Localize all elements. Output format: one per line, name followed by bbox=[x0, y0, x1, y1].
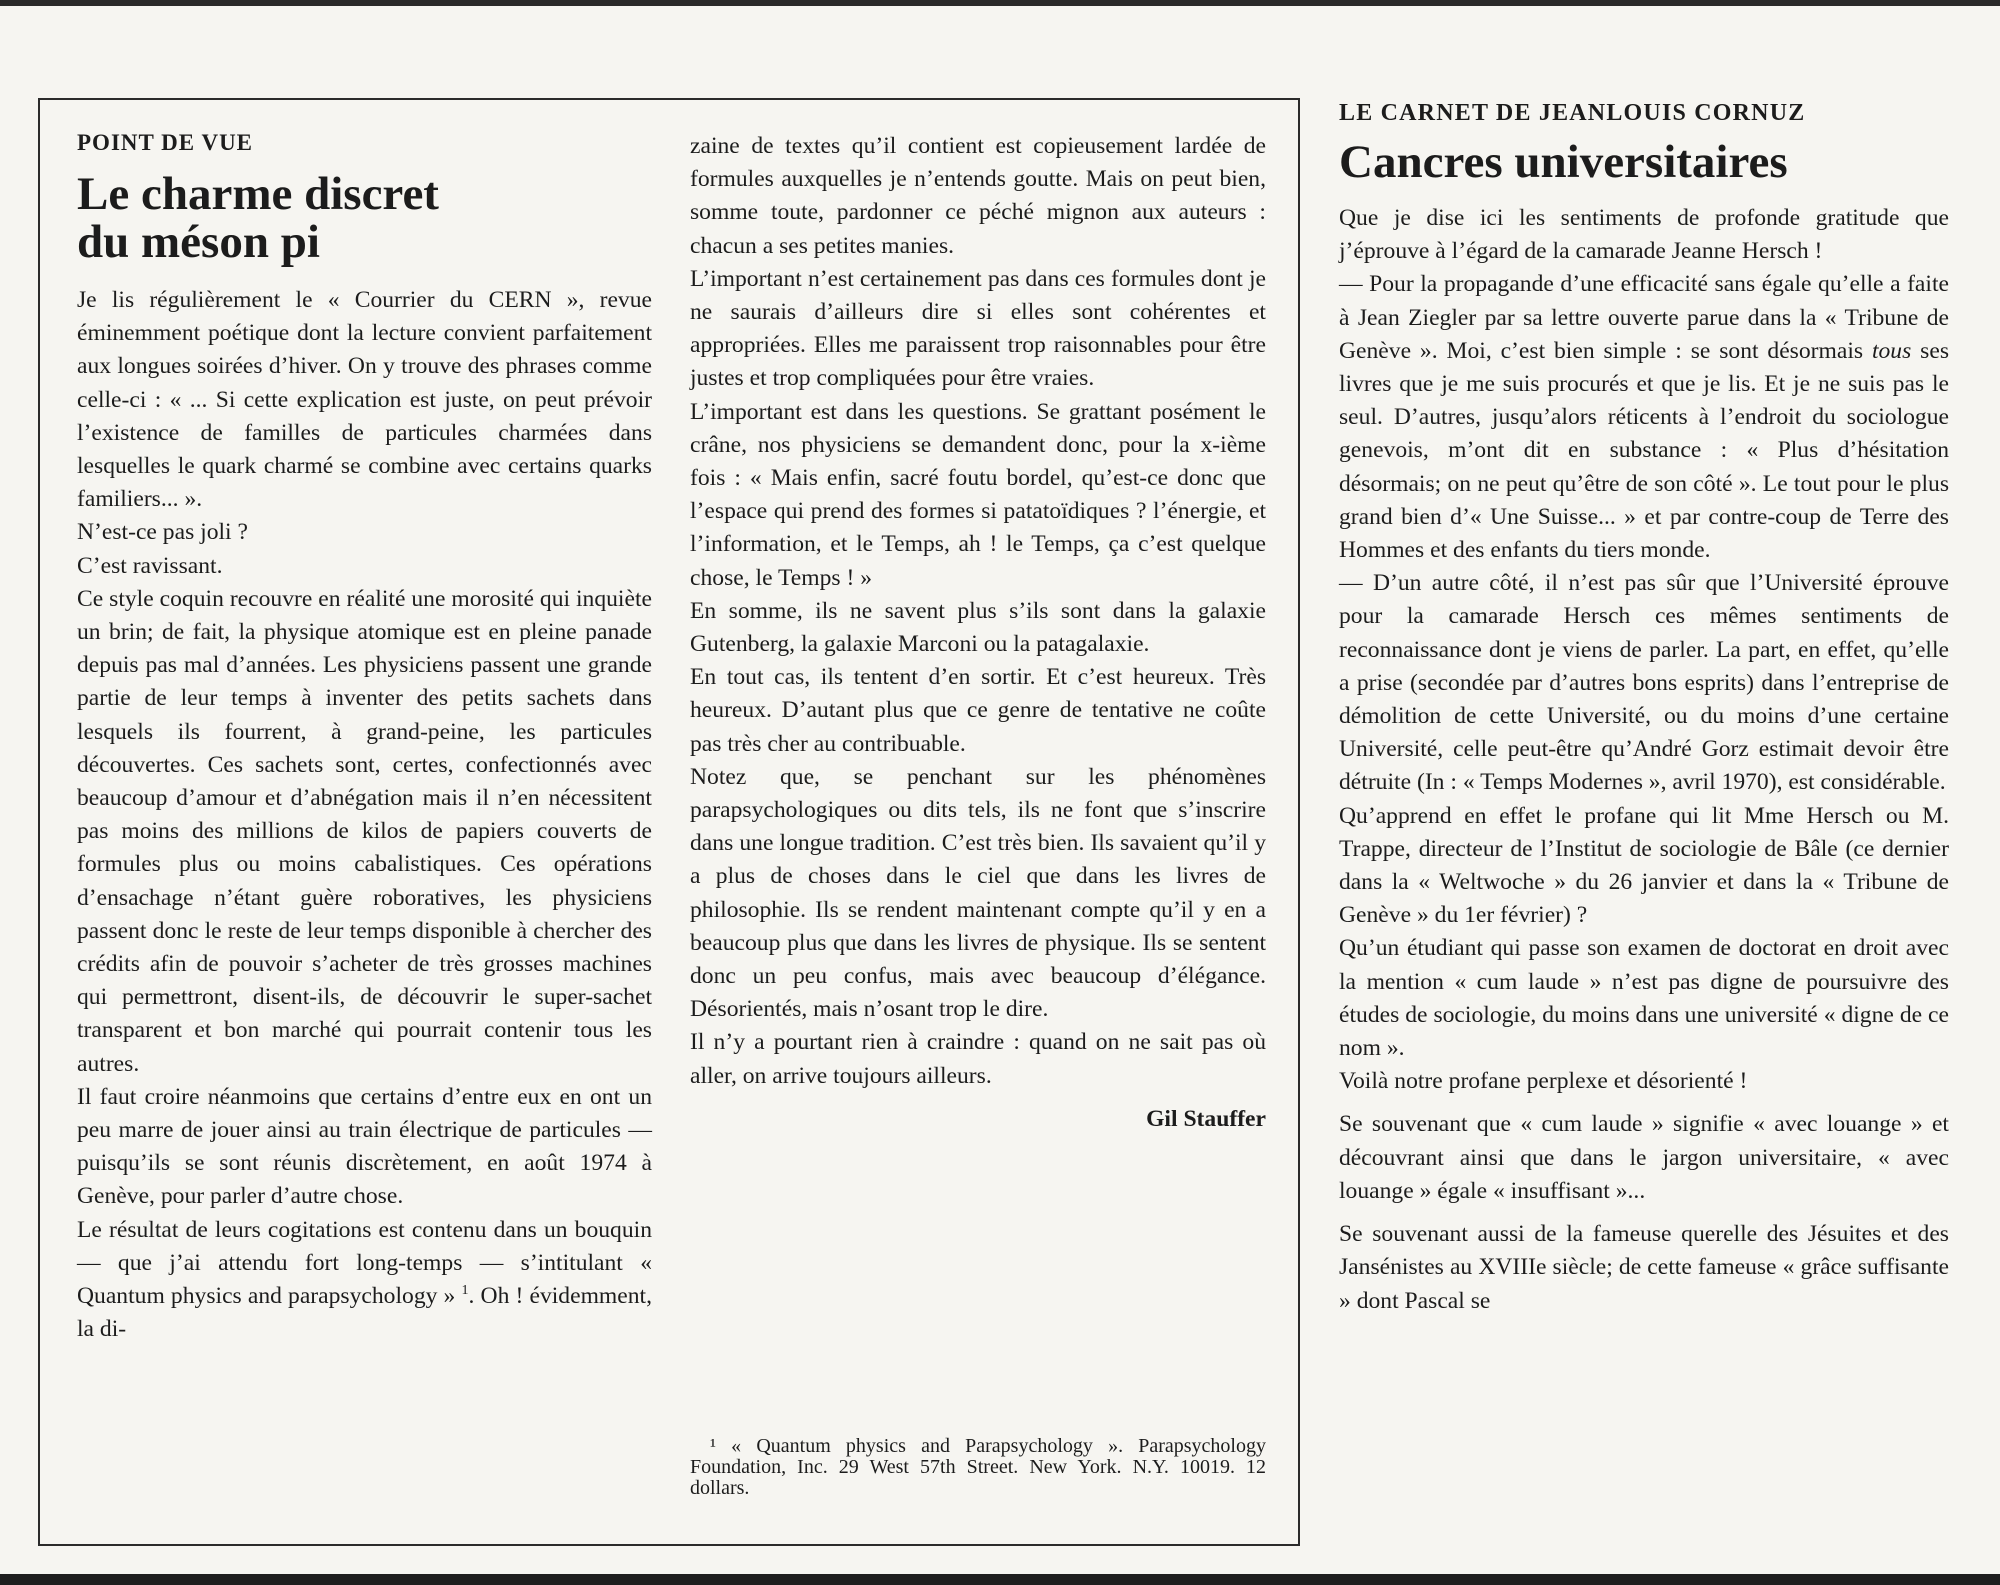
body-paragraph: Je lis régulièrement le « Courrier du CERN », revue éminemment poétique dont la lecture convient parfaitement aux longues soirées d’hiver. On y trouve des phrases comme celle-ci : « ... Si cette explication est juste, on peut prévoir l’existence de familles de particules charmées dans lesquelles le quark charmé se combine avec certains quarks familiers... ». bbox=[77, 287, 652, 513]
bottom-rule bbox=[0, 1574, 2000, 1585]
body-paragraph: Que je dise ici les sentiments de profonde gratitude que j’éprouve à l’égard de la camarade Jeanne Hersch ! bbox=[1339, 205, 1949, 265]
right-article-title: Cancres universitaires bbox=[1339, 136, 1788, 188]
left-article-column-2 bbox=[690, 130, 1266, 1136]
body-paragraph: Notez que, se penchant sur les phénomènes parapsychologiques ou dits tels, ils ne font que s’inscrire dans une longue tradition. C’est très bien. Ils savaient qu’il y a plus de choses dans le ciel que dans les livres de philosophie. Ils se rendent maintenant compte qu’il y en a beaucoup plus que dans les livres de physique. Ils se sentent donc un peu confus, mais avec beaucoup d’élégance. Désorientés, mais n’osant trop le dire. bbox=[690, 763, 1266, 1023]
body-paragraph: Se souvenant aussi de la fameuse querelle des Jésuites et des Jansénistes au XVIIIe siècle; de cette fameuse « grâce suffisante » dont Pascal se bbox=[1339, 1221, 1949, 1314]
left-article-title-line-2: du méson pi bbox=[77, 216, 320, 268]
footnote-reference: 1 bbox=[461, 1283, 469, 1299]
body-text: . Oh ! évidemment, la di- bbox=[77, 1283, 652, 1343]
right-article-column bbox=[1339, 98, 1949, 1318]
body-text: ses livres que je me suis procurés et que je lis. Et je ne suis pas le seul. D’autres, jusqu’alors réticents à l’endroit du sociologue genevois, m’ont dit en substance : « Plus d’hésitation désormais; on ne peut qu’être de son côté ». Le tout pour le plus grand bien d’« Une Suisse... » et par contre-coup de Terre des Hommes et des enfants du tiers monde. bbox=[1339, 337, 1950, 564]
footnote-text: ¹ « Quantum physics and Parapsychology ». Parapsychology Foundation, Inc. 29 West 57th Street. New York. N.Y. 10019. 12 dollars. bbox=[690, 1435, 1266, 1499]
body-paragraph: N’est-ce pas joli ? bbox=[77, 519, 248, 546]
body-paragraph: L’important n’est certainement pas dans ces formules dont je ne saurais d’ailleurs dire si elles sont cohérentes et appropriées. Elles me paraissent trop raisonnables pour être justes et trop compliquées pour être vraies. bbox=[690, 265, 1266, 392]
body-paragraph-with-footnote bbox=[77, 1214, 652, 1347]
body-paragraph: En tout cas, ils tentent d’en sortir. Et c’est heureux. Très heureux. D’autant plus que ce genre de tentative ne coûte pas très cher au contribuable. bbox=[690, 664, 1266, 757]
body-paragraph: En somme, ils ne savent plus s’ils sont dans la galaxie Gutenberg, la galaxie Marconi ou la patagalaxie. bbox=[690, 597, 1266, 658]
body-paragraph: Il n’y a pourtant rien à craindre : quand on ne sait pas où aller, on arrive toujours ailleurs. bbox=[690, 1029, 1266, 1089]
left-article-rubric: POINT DE VUE bbox=[77, 130, 254, 155]
body-paragraph: L’important est dans les questions. Se grattant posément le crâne, nos physiciens se demandent donc, pour la x-ième fois : « Mais enfin, sacré foutu bordel, qu’est-ce donc que l’espace qui prend des formes si patatoïdiques ? l’énergie, et l’information, et le Temps, ah ! le Temps, ça c’est quelque chose, le Temps ! » bbox=[690, 398, 1266, 591]
footnote bbox=[690, 1436, 1266, 1499]
left-article-column-1 bbox=[77, 128, 652, 1347]
body-paragraph: Qu’apprend en effet le profane qui lit Mme Hersch ou M. Trappe, directeur de l’Institut de sociologie de Bâle (ce dernier dans la « Weltwoche » du 26 janvier et dans la « Tribune de Genève » du 1er février) ? bbox=[1339, 802, 1949, 929]
body-text: Le résultat de leurs cogitations est contenu dans un bouquin — que j’ai attendu fort long-temps — s’intitulant « Quantum physics and parapsychology » bbox=[77, 1216, 652, 1310]
body-paragraph bbox=[1339, 268, 1949, 567]
body-paragraph: zaine de textes qu’il contient est copieusement lardée de formules auxquelles je n’entends goutte. Mais on peut bien, somme toute, pardonner ce péché mignon aux auteurs : chacun a ses petites manies. bbox=[690, 133, 1266, 259]
body-paragraph: Voilà notre profane perplexe et désorienté ! bbox=[1339, 1068, 1748, 1095]
left-article-title bbox=[77, 170, 652, 266]
body-text: — Pour la propagande d’une efficacité sans égale qu’elle a faite à Jean Ziegler par sa lettre ouverte parue dans la « Tribune de Genève ». Moi, c’est bien simple : se sont désormais bbox=[1339, 271, 1949, 364]
body-paragraph: Il faut croire néanmoins que certains d’entre eux en ont un peu marre de jouer ainsi au train électrique de particules — puisqu’ils se sont réunis discrètement, en août 1974 à Genève, pour parler d’autre chose. bbox=[77, 1083, 652, 1210]
top-rule bbox=[0, 0, 2000, 6]
body-paragraph: C’est ravissant. bbox=[77, 552, 223, 579]
body-paragraph: Qu’un étudiant qui passe son examen de doctorat en droit avec la mention « cum laude » n’est pas digne de poursuivre des études de sociologie, du moins dans une université « digne de ce nom ». bbox=[1339, 935, 1949, 1062]
right-article-rubric: LE CARNET DE JEANLOUIS CORNUZ bbox=[1339, 100, 1806, 126]
emphasis-text: tous bbox=[1871, 337, 1912, 364]
left-article-title-line-1: Le charme discret bbox=[77, 168, 439, 220]
author-signature: Gil Stauffer bbox=[1146, 1105, 1266, 1132]
body-paragraph: — D’un autre côté, il n’est pas sûr que l’Université éprouve pour la camarade Hersch ces mêmes sentiments de reconnaissance dont je viens de parler. La part, en effet, qu’elle a prise (secondée par d’autres bons esprits) dans l’entreprise de démolition de cette Université, ou du moins d’une certaine Université, celle peut-être qu’André Gorz estimait devoir être détruite (In : « Temps Modernes », avril 1970), est considérable. bbox=[1339, 570, 1949, 796]
body-paragraph: Se souvenant que « cum laude » signifie « avec louange » et découvrant ainsi que dans le jargon universitaire, « avec louange » égale « insuffisant »... bbox=[1339, 1111, 1949, 1204]
body-paragraph: Ce style coquin recouvre en réalité une morosité qui inquiète un brin; de fait, la physique atomique est en pleine panade depuis pas mal d’années. Les physiciens passent une grande partie de leur temps à inventer des petits sachets dans lesquels ils fourrent, à grand-peine, les particules découvertes. Ces sachets sont, certes, confectionnés avec beaucoup d’amour et d’abnégation mais il n’en nécessitent pas moins des millions de kilos de papiers couverts de formules plus ou moins cabalistiques. Ces opérations d’ensachage n’étant guère roboratives, les physiciens passent donc le reste de leur temps disponible à chercher des crédits afin de pouvoir s’acheter de très grosses machines qui permettront, disent-ils, de découvrir le super-sachet transparent et bon marché qui pourrait contenir tous les autres. bbox=[77, 585, 652, 1077]
